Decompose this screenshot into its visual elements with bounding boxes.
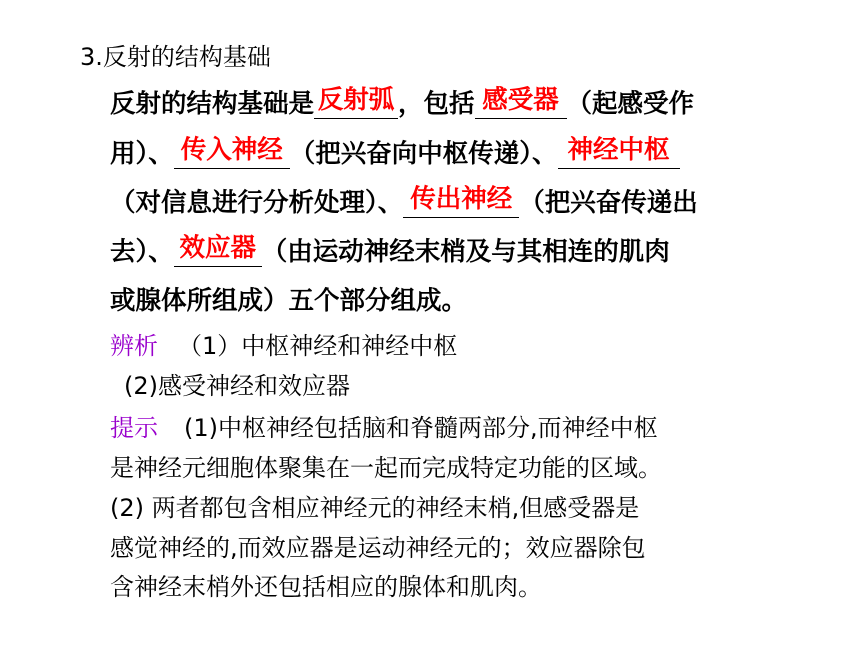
- analysis-line-1: 辨析 （1）中枢神经和神经中枢: [110, 332, 458, 360]
- blank-6: 效应器: [174, 240, 262, 267]
- paragraph-line-5: 或腺体所组成）五个部分组成。: [110, 286, 468, 316]
- blank-4: 神经中枢: [558, 142, 680, 169]
- section-heading: 3.反射的结构基础: [80, 43, 271, 71]
- blank-1: 反射弧: [314, 92, 398, 119]
- paragraph-line-3: （对信息进行分析处理）、 传出神经 （把兴奋传递出: [110, 184, 698, 218]
- hint-line-2: 是神经元细胞体聚集在一起而完成特定功能的区域。: [110, 454, 662, 482]
- blank-3: 传入神经: [174, 142, 290, 169]
- paragraph-line-2: 用）、 传入神经 （把兴奋向中枢传递）、 神经中枢: [110, 134, 680, 170]
- hint-line-5: 含神经末梢外还包括相应的腺体和肌肉。: [110, 573, 542, 601]
- paragraph-line-4: 去）、 效应器 （由运动神经末梢及与其相连的肌肉: [110, 233, 670, 267]
- analysis-line-2: (2)感受神经和效应器: [124, 372, 350, 400]
- paragraph-line-1: 反射的结构基础是 反射弧 ，包括 感受器 （起感受作: [110, 85, 695, 119]
- hint-line-1: 提示 (1)中枢神经包括脑和脊髓两部分,而神经中枢: [110, 414, 658, 442]
- hint-line-4: 感觉神经的,而效应器是运动神经元的；效应器除包: [110, 534, 646, 562]
- blank-5: 传出神经: [403, 191, 519, 218]
- blank-2: 感受器: [475, 92, 567, 119]
- hint-label: 提示: [110, 414, 158, 442]
- hint-line-3: (2) 两者都包含相应神经元的神经末梢,但感受器是: [110, 494, 640, 522]
- analysis-label: 辨析: [110, 332, 158, 360]
